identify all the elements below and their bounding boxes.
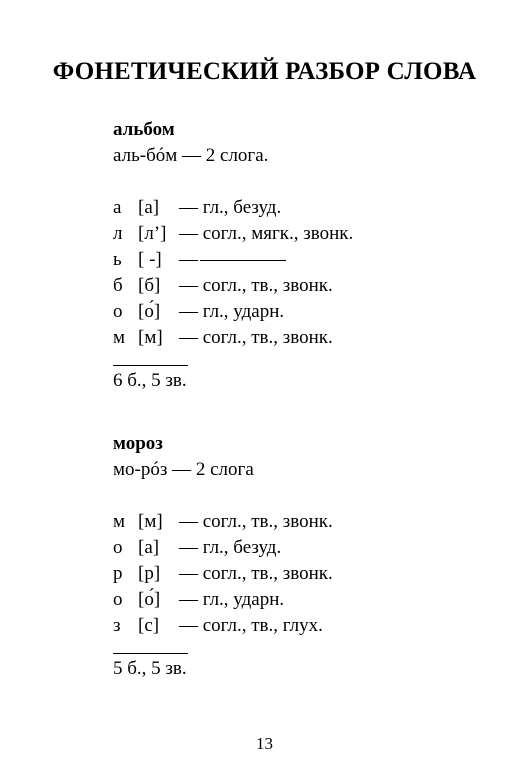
letter: о: [113, 589, 123, 610]
blank-line: [200, 260, 286, 261]
word-heading: альбом: [113, 119, 175, 140]
letter: з: [113, 615, 121, 636]
table-row: [113, 273, 473, 299]
sound: [о́]: [138, 589, 161, 610]
table-row: [113, 509, 473, 535]
sound: [м]: [138, 327, 163, 348]
table-row: [113, 587, 473, 613]
sound: [а]: [138, 197, 160, 218]
sound-description: — согл., тв., глух.: [179, 615, 323, 636]
letter: ь: [113, 249, 122, 270]
sound: [а]: [138, 537, 160, 558]
sound-description: — гл., безуд.: [179, 197, 282, 218]
sound-description-cell: [179, 247, 286, 273]
syllable-division: аль-бóм — 2 слога.: [113, 145, 269, 166]
sound: [ -]: [138, 249, 162, 270]
table-row: [113, 247, 473, 273]
sound-description: — гл., ударн.: [179, 589, 285, 610]
letter: б: [113, 275, 123, 296]
sound: [м]: [138, 511, 163, 532]
table-row: [113, 535, 473, 561]
sound-description: — согл., тв., звонк.: [179, 511, 333, 532]
letter-sound-count: 6 б., 5 зв.: [113, 370, 187, 391]
letter: л: [113, 223, 123, 244]
sound: [л’]: [138, 223, 167, 244]
word-heading: мороз: [113, 433, 163, 454]
sound: [б]: [138, 275, 161, 296]
sound-description: — гл., ударн.: [179, 301, 285, 322]
word-analysis-albom: [113, 117, 473, 394]
page-number: 13: [256, 734, 273, 753]
sound: [с]: [138, 615, 160, 636]
sound-description: — согл., мягк., звонк.: [179, 223, 354, 244]
letter-sound-count: 5 б., 5 зв.: [113, 658, 187, 679]
letter: м: [113, 327, 126, 348]
sound-table: [113, 509, 473, 639]
letter: м: [113, 511, 126, 532]
table-row: [113, 195, 473, 221]
syllable-division: мо-рóз — 2 слога: [113, 459, 254, 480]
letter: р: [113, 563, 123, 584]
letter: о: [113, 537, 123, 558]
summary-divider: [113, 653, 188, 654]
summary-divider: [113, 365, 188, 366]
table-row: [113, 561, 473, 587]
word-analysis-moroz: [113, 431, 473, 682]
sound-description: —: [179, 249, 198, 270]
sound-description: — гл., безуд.: [179, 537, 282, 558]
sound-description: — согл., тв., звонк.: [179, 275, 333, 296]
table-row: [113, 613, 473, 639]
table-row: [113, 221, 473, 247]
sound-table: [113, 195, 473, 351]
sound: [о́]: [138, 301, 161, 322]
letter: о: [113, 301, 123, 322]
sound-description: — согл., тв., звонк.: [179, 563, 333, 584]
table-row: [113, 299, 473, 325]
sound: [р]: [138, 563, 161, 584]
sound-description: — согл., тв., звонк.: [179, 327, 333, 348]
page-title: ФОНЕТИЧЕСКИЙ РАЗБОР СЛОВА: [52, 58, 477, 85]
table-row: [113, 325, 473, 351]
letter: а: [113, 197, 122, 218]
